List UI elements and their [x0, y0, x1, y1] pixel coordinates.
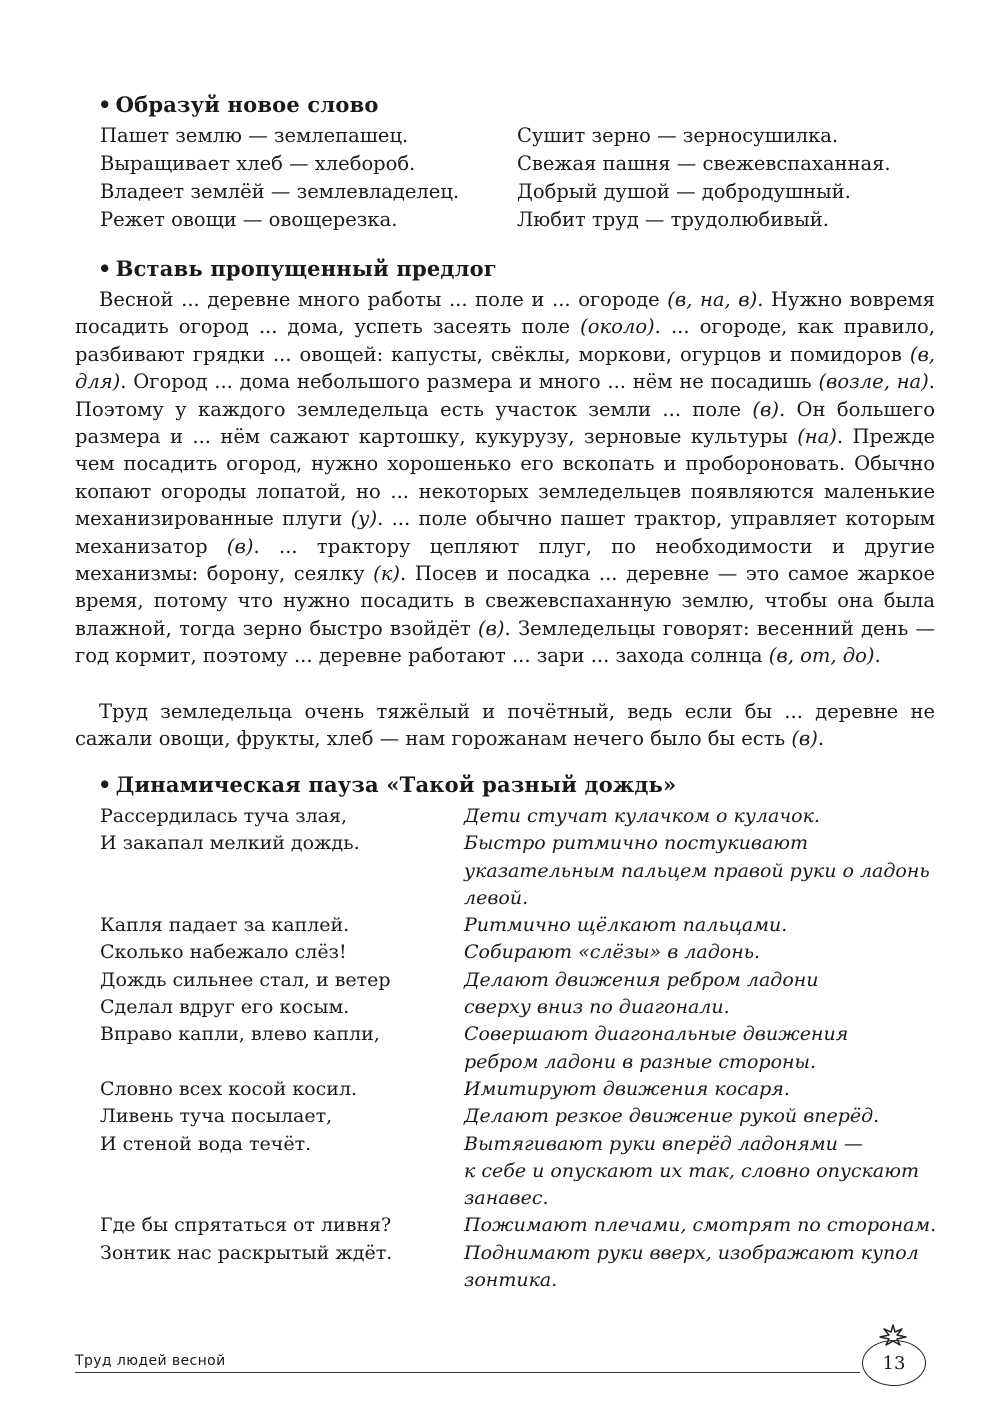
- section-title: Динамическая пауза «Такой разный дождь»: [115, 772, 677, 797]
- word-pair-left: Владеет землёй — землевладелец.: [100, 180, 460, 203]
- word-pair-row: [100, 208, 940, 236]
- poem-row: [100, 1021, 940, 1048]
- preposition-hint: (к): [373, 562, 401, 586]
- preposition-hint: (в, для): [75, 342, 935, 394]
- preposition-hint: (в): [477, 616, 505, 640]
- poem-row: [100, 858, 940, 885]
- poem-verse-line: [100, 1158, 464, 1185]
- word-pair-right: Свежая пашня — свежевспаханная.: [517, 152, 891, 175]
- movement-instruction: Дети стучат кулачком о кулачок.: [464, 805, 820, 827]
- poem-verse-line: Капля падает за каплей.: [100, 914, 350, 937]
- poem-verse-line: И закапал мелкий дождь.: [100, 832, 360, 855]
- poem-verse-line: Словно всех косой косил.: [100, 1077, 358, 1100]
- text-fragment: . Поэтому у каждого земледельца есть участок земли ... поле: [75, 370, 935, 421]
- poem-row: [100, 1076, 940, 1103]
- text-fragment: .: [817, 727, 825, 751]
- movement-instruction: к себе и опускают их так, словно опускают: [464, 1159, 919, 1182]
- poem-row: [100, 1267, 940, 1294]
- movement-instruction: ребром ладони в разные стороны.: [464, 1050, 817, 1073]
- poem-verse-line: [100, 1049, 464, 1076]
- poem-verse-line: [100, 1267, 464, 1294]
- section-heading-dynamic-pause: [98, 772, 676, 797]
- word-pair-right: Сушит зерно — зерносушилка.: [517, 124, 839, 147]
- poem-verse-line: Рассердилась туча злая,: [100, 805, 347, 827]
- section-title: Вставь пропущенный предлог: [115, 256, 497, 281]
- poem-row: [100, 1240, 940, 1267]
- movement-instruction: Собирают «слёзы» в ладонь.: [464, 941, 761, 964]
- poem-row: [100, 1131, 940, 1158]
- movement-instruction: Делают движения ребром ладони: [464, 968, 819, 991]
- text-fragment: Труд земледельца очень тяжёлый и почётный, ведь если бы ... деревне не сажали овощи, фрукты, хлеб — нам горожанам нечего было бы есть: [75, 700, 935, 751]
- bullet: •: [98, 92, 112, 117]
- poem-verse-line: Сколько набежало слёз!: [100, 941, 347, 964]
- preposition-hint: (возле, на): [818, 370, 929, 394]
- word-pair-left: Пашет землю — землепашец.: [100, 124, 409, 147]
- poem-with-actions: [100, 803, 940, 1294]
- text-fragment: . Он большего размера и ... нём сажают картошку, кукурузу, зерновые культуры: [75, 397, 935, 449]
- text-fragment: . Посев и посадка ... деревне — это самое жаркое время, потому что нужно посадить в свежевспаханную землю, чтобы она была влажной, тогда зерно быстро взойдёт: [75, 562, 935, 640]
- poem-row: [100, 830, 940, 857]
- preposition-hint: (в, от, до): [768, 644, 875, 668]
- text-fragment: .: [874, 644, 881, 668]
- poem-row: [100, 1185, 940, 1212]
- poem-row: [100, 803, 940, 830]
- poem-verse-line: [100, 1185, 464, 1212]
- poem-verse-line: Где бы спрятаться от ливня?: [100, 1214, 392, 1237]
- text-fragment: Весной ... деревне много работы ... поле и ... огороде: [99, 288, 668, 311]
- movement-instruction: указательным пальцем правой руки о ладонь: [464, 859, 930, 882]
- movement-instruction: Поднимают руки вверх, изображают купол: [464, 1241, 919, 1264]
- text-fragment: . ... огороде, как правило, разбивают грядки ... овощей: капусты, свёклы, моркови, огурцов и помидоров: [75, 315, 935, 366]
- poem-verse-line: Вправо капли, влево капли,: [100, 1023, 380, 1046]
- preposition-hint: (в): [752, 397, 779, 421]
- poem-verse-line: И стеной вода течёт.: [100, 1132, 312, 1155]
- movement-instruction: сверху вниз по диагонали.: [464, 996, 730, 1019]
- poem-verse-line: [100, 858, 464, 885]
- section-heading-prepositions: [98, 256, 497, 281]
- poem-verse-line: Зонтик нас раскрытый ждёт.: [100, 1241, 393, 1264]
- poem-row: [100, 967, 940, 994]
- poem-row: [100, 994, 940, 1021]
- movement-instruction: Быстро ритмично постукивают: [464, 832, 809, 855]
- movement-instruction: Совершают диагональные движения: [464, 1023, 849, 1046]
- footer-divider: [75, 1372, 860, 1373]
- movement-instruction: левой.: [464, 886, 529, 909]
- word-pair-row: [100, 180, 940, 208]
- poem-row: [100, 1049, 940, 1076]
- text-fragment: . ... трактору цепляют плуг, по необходимости и другие механизмы: борону, сеялку: [75, 534, 936, 586]
- text-fragment: . ... поле обычно пашет трактор, управляет которым механизатор: [75, 507, 935, 558]
- word-pair-right: Добрый душой — добродушный.: [517, 180, 851, 203]
- word-pair-row: [100, 124, 940, 152]
- poem-verse-line: Сделал вдруг его косым.: [100, 996, 350, 1019]
- poem-row: [100, 1103, 940, 1130]
- movement-instruction: Делают резкое движение рукой вперёд.: [464, 1105, 880, 1128]
- movement-instruction: Вытягивают руки вперёд ладонями —: [464, 1132, 863, 1155]
- preposition-hint: (около): [580, 315, 655, 339]
- word-pairs: [100, 124, 940, 236]
- poem-row: [100, 1158, 940, 1185]
- section-title: Образуй новое слово: [115, 92, 379, 117]
- poem-verse-line: Ливень туча посылает,: [100, 1105, 333, 1128]
- poem-row: [100, 1212, 940, 1239]
- footer-chapter-title: Труд людей весной: [75, 1353, 226, 1369]
- movement-instruction: Имитируют движения косаря.: [464, 1077, 790, 1100]
- word-pair-row: [100, 152, 940, 180]
- bullet: •: [98, 256, 112, 281]
- exercise-paragraph-1: [75, 286, 935, 670]
- text-fragment: . Земледельцы говорят: весенний день — год кормит, поэтому ... деревне работают ... зари ... захода солнца: [75, 616, 935, 668]
- text-fragment: . Огород ... дома небольшого размера и много ... нём не посадишь: [120, 370, 819, 394]
- text-fragment: . Нужно вовремя посадить огород ... дома, успеть засеять поле: [75, 288, 935, 339]
- preposition-hint: (у): [350, 507, 378, 531]
- preposition-hint: (в, на, в): [667, 288, 758, 311]
- section-heading-new-word: [98, 92, 379, 117]
- word-pair-right: Любит труд — трудолюбивый.: [517, 208, 829, 231]
- movement-instruction: занавес.: [464, 1187, 549, 1210]
- preposition-hint: (на): [797, 425, 837, 449]
- page-number: 13: [862, 1340, 926, 1386]
- text-fragment: . Прежде чем посадить огород, нужно хорошенько его вскопать и проборонoвать. Обычно копают огороды лопатой, но ... некоторых земледельцев появляются маленькие механизированные плуги: [75, 425, 935, 531]
- word-pair-left: Выращивает хлеб — хлебороб.: [100, 152, 416, 175]
- preposition-hint: (в): [226, 534, 254, 558]
- poem-verse-line: [100, 885, 464, 912]
- movement-instruction: Ритмично щёлкают пальцами.: [464, 914, 788, 937]
- poem-verse-line: Дождь сильнее стал, и ветер: [100, 968, 391, 991]
- movement-instruction: Пожимают плечами, смотрят по сторонам.: [464, 1214, 937, 1237]
- exercise-paragraph-2: [75, 698, 935, 753]
- bullet: •: [98, 772, 112, 797]
- word-pair-left: Режет овощи — овощерезка.: [100, 208, 398, 231]
- poem-row: [100, 939, 940, 966]
- poem-row: [100, 912, 940, 939]
- movement-instruction: зонтика.: [464, 1269, 558, 1292]
- poem-row: [100, 885, 940, 912]
- preposition-hint: (в): [791, 727, 818, 751]
